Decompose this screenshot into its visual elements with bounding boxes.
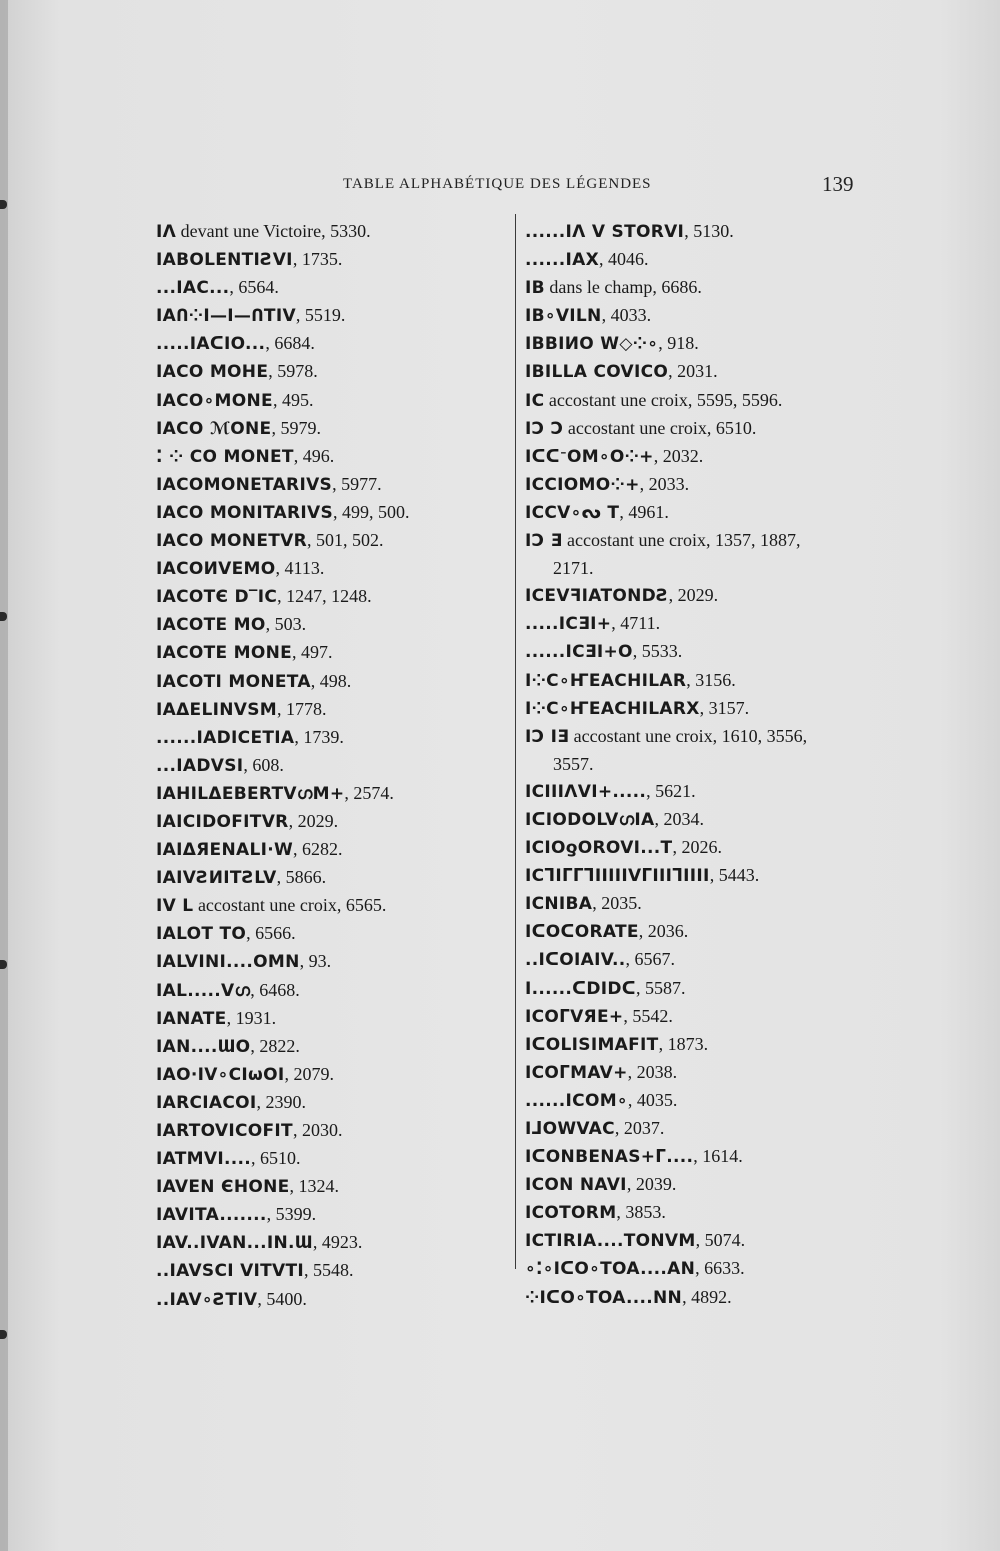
entry-reference: , 608. [243, 754, 284, 775]
entry-reference: , 499, 500. [333, 501, 410, 522]
index-entry [525, 778, 885, 806]
legend-text: IB [525, 278, 545, 299]
index-entry [156, 358, 508, 386]
index-entry [525, 302, 885, 330]
index-entry [156, 1257, 508, 1285]
index-entry [525, 1003, 885, 1031]
legend-text: IᑕᑕᐨOM∘O⁘+ [525, 446, 654, 467]
index-entry [156, 892, 508, 920]
entry-reference: , 496. [293, 445, 335, 466]
index-entry [525, 1115, 885, 1143]
index-entry [525, 1284, 885, 1312]
index-entry [156, 1286, 508, 1314]
legend-text: IANATE [156, 1008, 227, 1029]
index-entry [156, 864, 508, 892]
entry-reference: , 4711. [611, 613, 661, 634]
legend-text: ......ICOM∘ [525, 1090, 628, 1111]
entry-reference: , 5542. [623, 1005, 673, 1026]
index-entry [156, 1005, 508, 1033]
entry-reference: , 3157. [699, 697, 750, 718]
legend-text: ......IADICETIA [156, 727, 295, 748]
legend-text: IATMVI.... [156, 1149, 251, 1170]
entry-reference: , 2574. [344, 782, 394, 803]
index-entry [156, 443, 508, 471]
entry-reference: , 5533. [632, 641, 683, 662]
index-entry [525, 415, 885, 443]
legend-text: IACO MONITARIVS [156, 502, 333, 523]
index-entry [156, 696, 508, 724]
index-entry [525, 1255, 885, 1283]
legend-text: ICTIRIA....TONVM [525, 1231, 696, 1252]
legend-text: IACOTI MONETA [156, 671, 311, 692]
legend-text: IAVEN ЄHONE [156, 1177, 290, 1198]
entry-reference: , 2822. [250, 1035, 300, 1056]
index-entry [156, 218, 508, 246]
legend-text: IACOMONETARIVS [156, 474, 333, 495]
legend-text: IAVITA....... [156, 1205, 267, 1226]
entry-reference: , 495. [272, 389, 314, 410]
entry-reference: , 2033. [639, 473, 690, 494]
entry-reference: , 2079. [284, 1063, 334, 1084]
legend-text: IALOT TO [156, 924, 247, 945]
legend-text: ..IAV∘ƧTIV [156, 1289, 258, 1310]
legend-text: IƆ Ɔ [525, 418, 564, 439]
index-entry [156, 1201, 508, 1229]
entry-reference: accostant une croix, 1610, 3556, [569, 725, 808, 746]
legend-text: IACO ℳONE [156, 418, 272, 439]
legend-text: ICEVꟻIATONDƧ [525, 586, 669, 607]
legend-text: IAΔELINVSM [156, 699, 277, 720]
legend-text: I......ᑕDIDᑕ [525, 978, 636, 999]
index-entry [525, 499, 885, 527]
entry-reference: , 1931. [226, 1007, 277, 1028]
entry-reference: , 918. [658, 333, 699, 354]
page-header [0, 172, 1000, 198]
legend-text: IACOTE MO [156, 615, 266, 636]
entry-reference: devant une Victoire, 5330. [176, 221, 371, 241]
entry-reference: , 6567. [625, 949, 676, 970]
binding-mark [0, 960, 7, 969]
entry-reference: , 2030. [292, 1120, 343, 1140]
index-entry [525, 1059, 885, 1087]
entry-reference: , 4033. [601, 305, 652, 326]
index-entry [525, 274, 885, 302]
index-entry [156, 471, 508, 499]
index-entry [156, 808, 508, 836]
legend-text: ICOᒥVЯE+ [525, 1006, 624, 1027]
legend-text: ..IAVSCI VITVTI [156, 1261, 305, 1282]
index-column-left [156, 218, 508, 1314]
entry-reference: , 1735. [292, 249, 343, 270]
entry-reference: , 498. [310, 670, 352, 691]
legend-text: ICCV∘ᔓ T [525, 502, 620, 523]
index-entry [156, 668, 508, 696]
index-entry [156, 724, 508, 752]
entry-reference: , 2034. [654, 808, 704, 829]
entry-reference: , 1778. [276, 698, 327, 719]
entry-reference: , 2026. [672, 837, 722, 858]
entry-reference: , 4961. [619, 501, 669, 522]
index-entry [525, 723, 885, 751]
running-title: TABLE ALPHABÉTIQUE DES LÉGENDES [343, 176, 652, 192]
index-entry [525, 946, 885, 974]
index-entry [156, 1173, 508, 1201]
legend-text: ......ICƎI+O [525, 642, 633, 663]
index-entry [525, 975, 885, 1003]
legend-text: ICᒣIᒥᒥᒣIIIIIVᒥIIIᒣIIII [525, 866, 710, 887]
legend-text: IᑕIODOLVഗIA [525, 809, 655, 830]
index-entry [525, 471, 885, 499]
page-edge-shadow [0, 0, 8, 1551]
legend-text: I⁘C∘ҤEACHILARX [525, 698, 700, 719]
legend-text: IAV..IVAN...IN.Ɯ [156, 1233, 313, 1254]
legend-text: .....IAᑕIO... [156, 334, 266, 355]
entry-reference: , 2032. [653, 445, 704, 466]
legend-text: ∘⁚∘IᑕO∘TOA....AN [525, 1259, 696, 1280]
index-entry [525, 1031, 885, 1059]
entry-reference: , 2390. [256, 1091, 306, 1112]
index-entry [156, 415, 508, 443]
legend-text: ......IAX [525, 250, 600, 271]
legend-text: IᑕONBENAS+ᒥ.... [525, 1147, 694, 1168]
index-entry [156, 387, 508, 415]
entry-reference: , 1739. [294, 726, 344, 747]
entry-reference: , 2038. [627, 1061, 678, 1082]
entry-reference: 3557. [553, 753, 594, 774]
legend-text: IBILLA COVICO [525, 362, 669, 383]
entry-reference: , 93. [299, 951, 332, 972]
legend-text: IAICIDOFITVR [156, 811, 289, 832]
legend-text: IARCIACOI [156, 1092, 257, 1113]
index-entry [156, 836, 508, 864]
legend-text: ⁚ ⁘ CO MONET [156, 446, 294, 467]
entry-reference: , 6566. [246, 923, 296, 944]
index-entry [156, 1061, 508, 1089]
index-entry [156, 1229, 508, 1257]
index-entry [156, 499, 508, 527]
entry-reference: , 1247, 1248. [277, 586, 372, 607]
entry-reference: , 6684. [265, 333, 315, 354]
legend-text: ..IᑕOIAIV.. [525, 950, 626, 971]
legend-text: IAIVƧИITƧLV [156, 868, 277, 889]
entry-reference: , 3853. [616, 1202, 666, 1223]
entry-reference: , 6564. [229, 277, 279, 298]
legend-text: IAL.....Vഗ [156, 980, 251, 1001]
index-entry [525, 246, 885, 274]
index-entry [525, 834, 885, 862]
index-entry [156, 611, 508, 639]
index-entry [525, 1227, 885, 1255]
index-entry [156, 977, 508, 1005]
entry-reference: accostant une croix, 1357, 1887, [562, 530, 801, 551]
legend-text: IAHILΔEBERTVഗM+ [156, 783, 345, 804]
index-entry [525, 638, 885, 666]
column-divider [515, 214, 516, 1269]
index-entry [525, 1199, 885, 1227]
legend-text: IΛ [156, 222, 177, 242]
entry-reference: , 5400. [257, 1288, 307, 1309]
legend-text: IACOTE MONE [156, 643, 293, 664]
binding-mark [0, 612, 7, 621]
index-entry [525, 387, 885, 415]
legend-text: IACOИVEMO [156, 559, 276, 580]
entry-reference: , 5519. [295, 305, 346, 326]
entry-reference: accostant une croix, 5595, 5596. [544, 389, 783, 410]
index-entry [525, 527, 885, 555]
index-entry [156, 1145, 508, 1173]
entry-reference: , 6633. [695, 1258, 745, 1279]
legend-text: IACO∘MONE [156, 390, 273, 411]
entry-reference: , 5977. [332, 473, 382, 494]
index-entry [525, 751, 885, 778]
legend-text: ICOᒥMAV+ [525, 1062, 628, 1083]
entry-reference: , 6468. [250, 979, 300, 1000]
legend-text: ICOTORM [525, 1203, 617, 1224]
legend-text: IAՈ⁘I—I—ՈTIV [156, 306, 296, 327]
legend-text: IAN....ƜO [156, 1036, 251, 1057]
index-entry [156, 527, 508, 555]
entry-reference: , 4035. [627, 1089, 678, 1110]
legend-text: ICNIBA [525, 894, 593, 915]
page-number: 139 [822, 172, 854, 196]
index-entry [525, 806, 885, 834]
index-entry [525, 918, 885, 946]
entry-reference: , 1873. [658, 1033, 709, 1054]
entry-reference: 2171. [553, 558, 594, 579]
index-entry [156, 583, 508, 611]
binding-mark [0, 200, 7, 209]
entry-reference: , 2036. [638, 921, 689, 942]
entry-reference: , 501, 502. [306, 530, 384, 551]
entry-reference: , 5548. [304, 1260, 354, 1281]
entry-reference: , 497. [292, 642, 333, 663]
legend-text: IƆ Ǝ [525, 531, 563, 552]
index-entry [156, 302, 508, 330]
entry-reference: , 6282. [293, 839, 343, 860]
entry-reference: , 2031. [668, 361, 718, 382]
entry-reference: , 5074. [695, 1230, 746, 1251]
entry-reference: , 1614. [693, 1146, 743, 1167]
index-entry [525, 218, 885, 246]
legend-text: ......IΛ V STORVI [525, 222, 685, 242]
index-entry [156, 555, 508, 583]
entry-reference: accostant une croix, 6565. [193, 895, 387, 916]
index-entry [525, 1087, 885, 1115]
entry-reference: , 4892. [682, 1286, 732, 1307]
index-entry [156, 274, 508, 302]
index-entry [525, 1143, 885, 1171]
legend-text: IACOTЄ D‾IC [156, 587, 278, 608]
legend-text: I⁘C∘ҤEACHILAR [525, 670, 687, 691]
index-entry [156, 920, 508, 948]
index-entry [525, 555, 885, 582]
entry-reference: dans le champ, 6686. [544, 277, 702, 298]
entry-reference: , 5866. [276, 867, 327, 888]
legend-text: .....ICƎI+ [525, 614, 612, 635]
legend-text: IAO·IV∘CIωOI [156, 1064, 285, 1085]
entry-reference: , 1324. [289, 1176, 340, 1197]
index-entry [156, 780, 508, 808]
index-entry [156, 246, 508, 274]
index-entry [156, 948, 508, 976]
entry-reference: accostant une croix, 6510. [563, 417, 757, 438]
index-entry [525, 582, 885, 610]
legend-text: IC [525, 390, 545, 411]
entry-reference: , 2037. [614, 1118, 665, 1138]
index-entry [525, 667, 885, 695]
index-entry [156, 752, 508, 780]
entry-reference: , 5978. [268, 361, 318, 382]
entry-reference: , 6510. [251, 1148, 301, 1169]
legend-text: ⁘IᑕO∘TOA....NN [525, 1287, 683, 1308]
index-entry [525, 890, 885, 918]
legend-text: IABOLENTIƧVI [156, 250, 293, 271]
index-entry [156, 330, 508, 358]
legend-text: IB∘VILN [525, 306, 602, 327]
index-entry [156, 1089, 508, 1117]
entry-reference: , 4923. [312, 1232, 363, 1253]
legend-text: IᑕOᑕORATE [525, 922, 639, 943]
index-entry [525, 862, 885, 890]
legend-text: IᒧOWVAC [525, 1119, 615, 1139]
entry-reference: , 2029. [668, 585, 719, 606]
entry-reference: , 5399. [266, 1204, 317, 1225]
index-entry [525, 610, 885, 638]
index-column-right [525, 218, 885, 1312]
legend-text: IACO MONETVR [156, 531, 307, 552]
legend-text: IV L [156, 896, 194, 917]
legend-text: IBBIИO W◇⁘∘ [525, 334, 659, 355]
index-entry [525, 443, 885, 471]
legend-text: ICIIIΛVI+..... [525, 781, 647, 802]
entry-reference: , 5587. [635, 977, 686, 998]
index-entry [156, 639, 508, 667]
index-entry [525, 1171, 885, 1199]
legend-text: IALVINI....OMN [156, 952, 300, 973]
legend-text: IARTOVICOFIT [156, 1121, 293, 1141]
index-entry [156, 1117, 508, 1145]
legend-text: ICIOƍOROVI...T [525, 838, 673, 859]
entry-reference: , 4113. [275, 558, 325, 579]
legend-text: ...IAC... [156, 278, 230, 299]
entry-reference: , 503. [265, 614, 307, 635]
legend-text: ICCIOMO⁘+ [525, 474, 640, 495]
legend-text: IAIΔЯENALI·W [156, 840, 294, 861]
legend-text: IƆ IƎ [525, 726, 570, 747]
index-entry [156, 1033, 508, 1061]
legend-text: IACO MOHE [156, 362, 269, 383]
entry-reference: , 2035. [592, 893, 642, 914]
legend-text: ICON NAVI [525, 1175, 627, 1196]
index-entry [525, 330, 885, 358]
entry-reference: , 2029. [288, 810, 339, 831]
entry-reference: , 5130. [684, 221, 734, 241]
binding-mark [0, 1330, 7, 1339]
index-entry [525, 358, 885, 386]
entry-reference: , 3156. [686, 669, 736, 690]
entry-reference: , 4046. [599, 249, 649, 270]
entry-reference: , 5621. [646, 780, 696, 801]
entry-reference: , 2039. [626, 1174, 677, 1195]
entry-reference: , 5979. [271, 417, 321, 438]
legend-text: IᑕOLISIMAFIT [525, 1034, 659, 1055]
index-entry [525, 695, 885, 723]
entry-reference: , 5443. [709, 865, 760, 886]
legend-text: ...IADVSI [156, 755, 244, 776]
